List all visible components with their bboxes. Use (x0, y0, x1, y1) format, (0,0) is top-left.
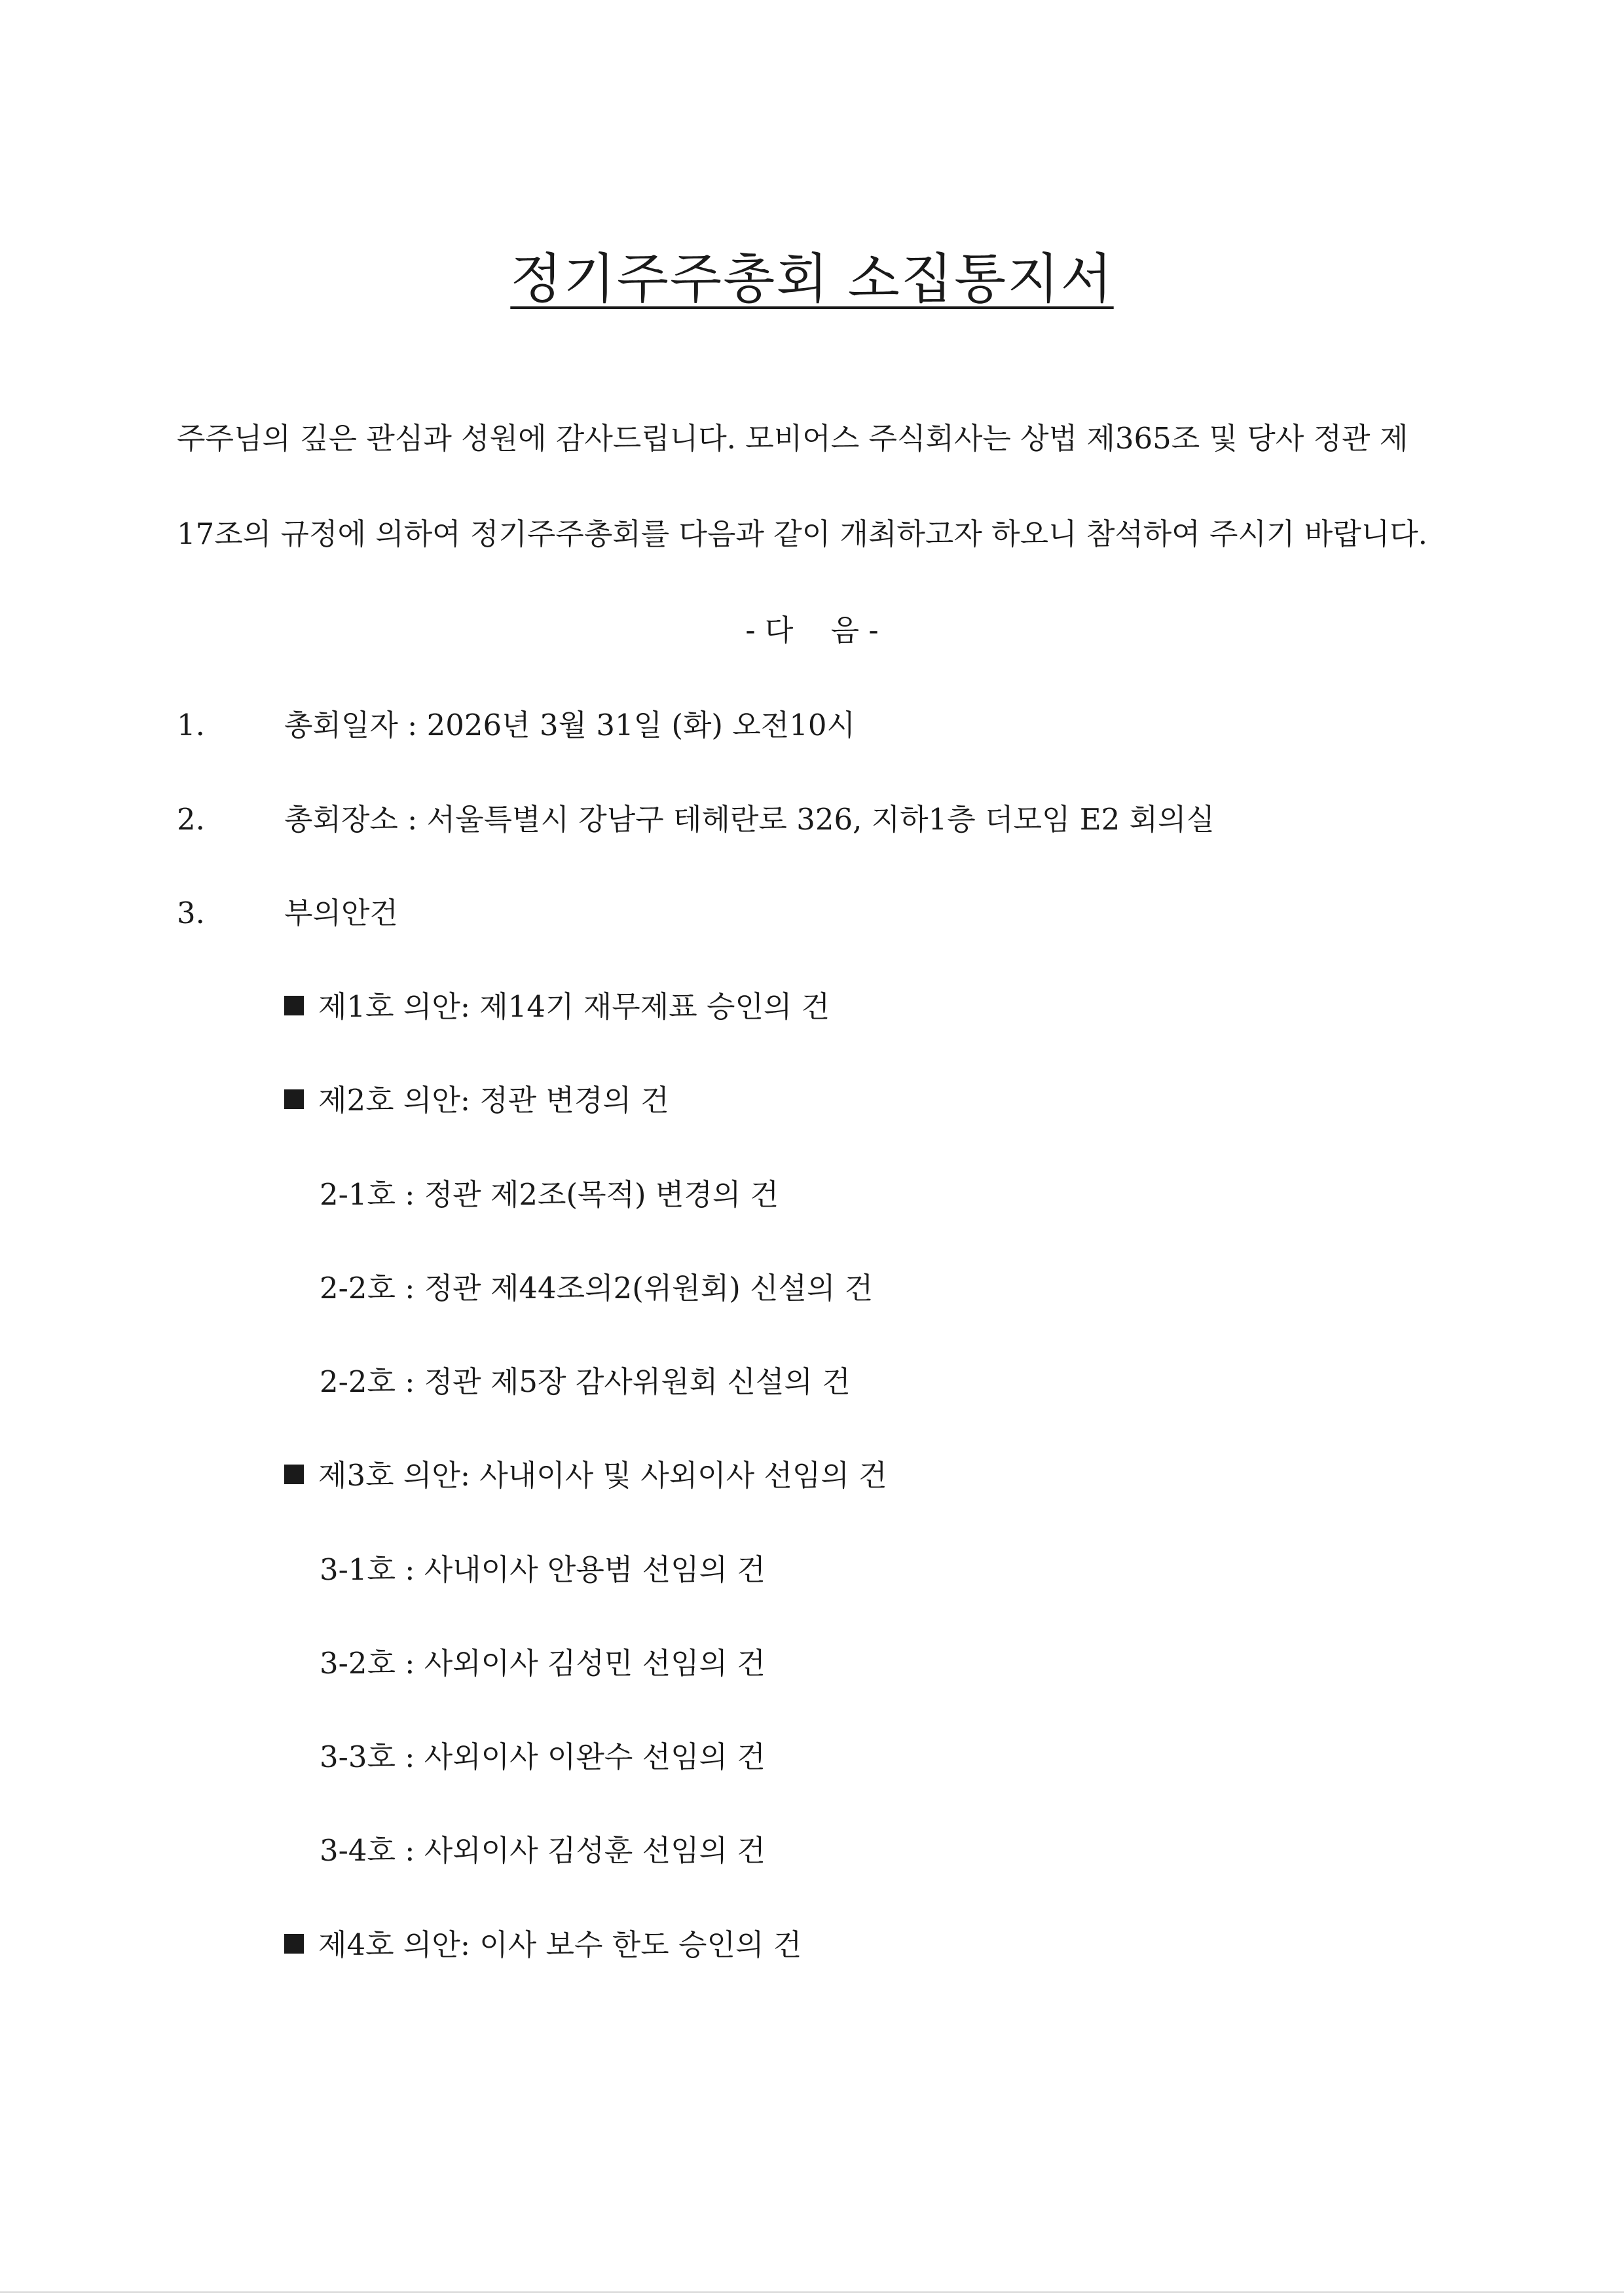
agenda-item-text: 제3호 의안: 사내이사 및 사외이사 선임의 건 (318, 1458, 887, 1493)
agenda-sub-item: 3-4호 : 사외이사 김성훈 선임의 건 (320, 1833, 766, 1868)
agenda-item-text: 제2호 의안: 정관 변경의 건 (318, 1083, 669, 1118)
item-meeting-date (177, 706, 855, 745)
agenda-item-4 (284, 1925, 802, 1965)
document-title (0, 244, 1624, 316)
agenda-sub-item: 2-2호 : 정관 제5장 감사위원회 신설의 건 (320, 1364, 851, 1399)
section-separator: - 다 음 - (745, 613, 879, 647)
intro-line-2: 17조의 규정에 의하여 정기주주총회를 다음과 같이 개최하고자 하오니 참석하여 주시기 바랍니다. (177, 517, 1428, 551)
item-agenda-heading (177, 894, 398, 933)
agenda-sub-item: 2-2호 : 정관 제44조의2(위원회) 신설의 건 (320, 1271, 874, 1305)
agenda-item-text: 제1호 의안: 제14기 재무제표 승인의 건 (318, 989, 830, 1024)
agenda-item-1 (284, 987, 830, 1027)
agenda-sub-item: 3-2호 : 사외이사 김성민 선임의 건 (320, 1646, 766, 1681)
item-meeting-place (177, 800, 1215, 839)
agenda-item-text: 제4호 의안: 이사 보수 한도 승인의 건 (318, 1927, 802, 1962)
scan-edge-line (0, 2291, 1624, 2293)
agenda-sub-item: 2-1호 : 정관 제2조(목적) 변경의 건 (320, 1177, 779, 1212)
item-text: 총회일자 : 2026년 3월 31일 (화) 오전10시 (284, 708, 855, 742)
square-bullet-icon (284, 1089, 304, 1109)
item-number: 1. (177, 708, 205, 742)
document-title-text: 정기주주총회 소집통지서 (510, 248, 1114, 310)
agenda-sub-item: 3-1호 : 사내이사 안용범 선임의 건 (320, 1552, 766, 1587)
square-bullet-icon (284, 1934, 304, 1954)
item-text: 부의안건 (284, 896, 398, 930)
agenda-sub-item: 3-3호 : 사외이사 이완수 선임의 건 (320, 1740, 766, 1774)
agenda-item-2 (284, 1081, 669, 1120)
agenda-item-3 (284, 1456, 887, 1495)
item-number: 3. (177, 896, 205, 930)
square-bullet-icon (284, 996, 304, 1015)
item-number: 2. (177, 802, 205, 837)
item-text: 총회장소 : 서울특별시 강남구 테헤란로 326, 지하1층 더모임 E2 회의실 (284, 802, 1215, 837)
square-bullet-icon (284, 1465, 304, 1484)
intro-line-1: 주주님의 깊은 관심과 성원에 감사드립니다. 모비어스 주식회사는 상법 제365조 및 당사 정관 제 (177, 421, 1409, 456)
